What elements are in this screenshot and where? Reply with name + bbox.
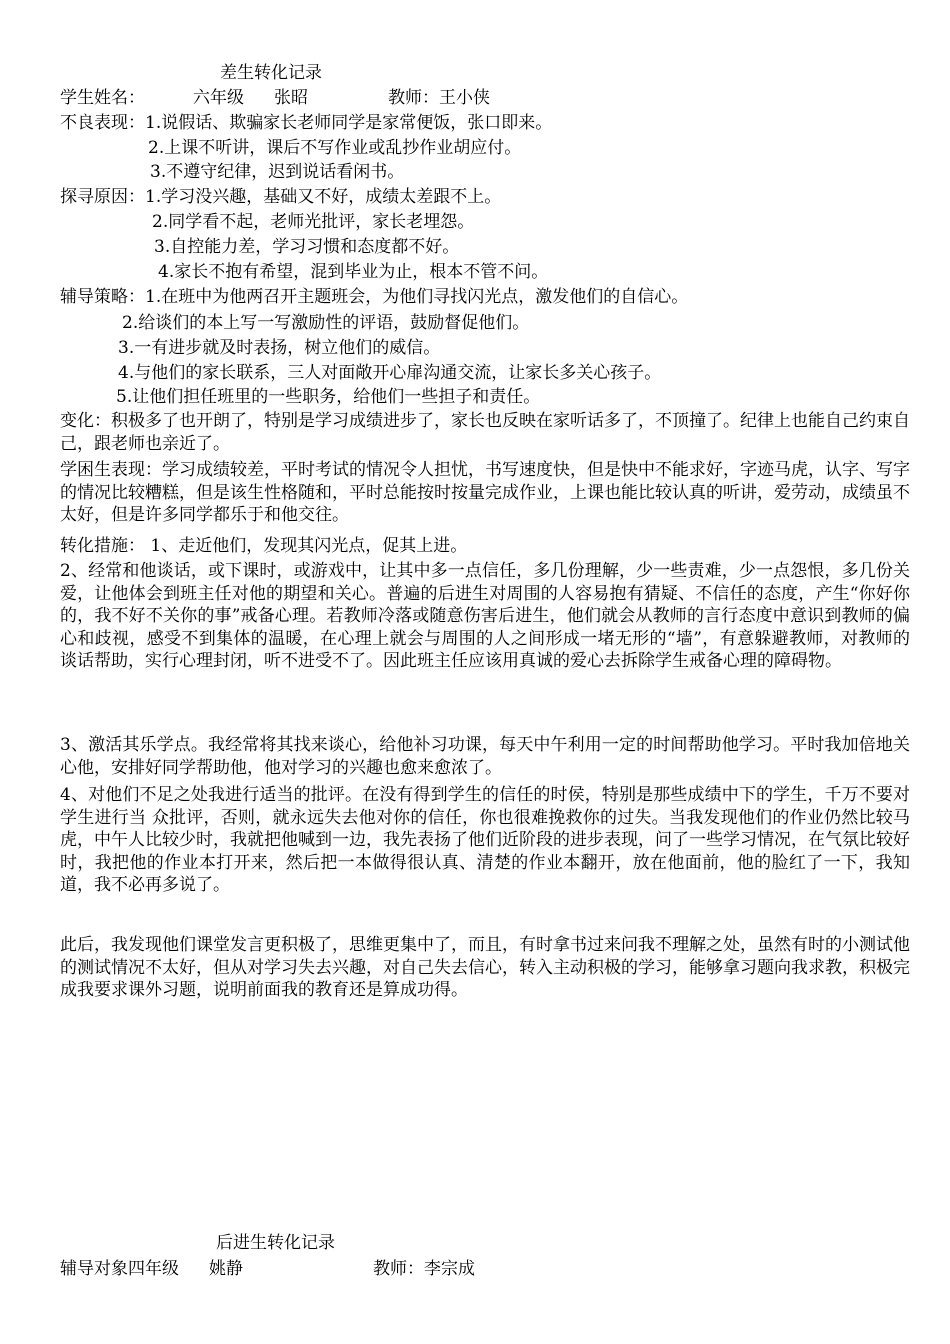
strategy-4: 4.与他们的家长联系，三人对面敞开心扉沟通交流，让家长多关心孩子。 [118, 363, 662, 383]
record2-teacher-name: 李宗成 [424, 1259, 475, 1279]
teacher-label: 教师： [388, 88, 439, 108]
bad-behavior-2: 2.上课不听讲，课后不写作业或乱抄作业胡应付。 [148, 138, 522, 158]
target-label: 辅导对象四年级 [60, 1259, 179, 1279]
measure-3-paragraph: 3、激活其乐学点。我经常将其找来谈心，给他补习功课，每天中午利用一定的时间帮助他学习。平时我加倍地关心他，安排好同学帮助他，他对学习的兴趣也愈来愈浓了。 [60, 735, 910, 778]
struggling-student-paragraph: 学困生表现：学习成绩较差，平时考试的情况令人担忧，书写速度快，但是快中不能求好，字迹马虎，认字、写字的情况比较糟糕，但是该生性格随和，平时总能按时按量完成作业，上课也能比较认真的听讲，爱劳动，成绩虽不太好，但是许多同学都乐于和他交往。 [60, 460, 910, 526]
change-paragraph: 变化：积极多了也开朗了，特别是学习成绩进步了，家长也反映在家听话多了，不顶撞了。纪律上也能自己约束自己，跟老师也亲近了。 [60, 411, 910, 454]
record1-header [60, 87, 490, 109]
measure-4-paragraph: 4、对他们不足之处我进行适当的批评。在没有得到学生的信任的时侯，特别是那些成绩中下的学生，千万不要对学生进行当 众批评，否则，就永远失去他对你的信任，你也很难挽救你的过失。当我发现他们的作业仍然比较马虎，中午人比较少时，我就把他喊到一边，我先表扬了他们近阶段的进步表现，问了一些学习情况，在气氛比较好时，我把他的作业本打开来，然后把一本做得很认真、清楚的作业本翻开，放在他面前，他的脸红了一下，我知道，我不必再多说了。 [60, 785, 910, 896]
bad-behavior-1: 不良表现：1.说假话、欺骗家长老师同学是家常便饭，张口即来。 [60, 113, 553, 133]
strategy-3: 3.一有进步就及时表扬，树立他们的威信。 [118, 338, 441, 358]
strategy-1: 辅导策略：1.在班中为他两召开主题班会，为他们寻找闪光点，激发他们的自信心。 [60, 287, 689, 307]
strategy-2: 2.给谈们的本上写一写激励性的评语，鼓励督促他们。 [122, 313, 530, 333]
causes-2: 2.同学看不起，老师光批评，家长老埋怨。 [152, 212, 475, 232]
record2-student-name: 姚静 [209, 1259, 243, 1279]
bad-behavior-3: 3.不遵守纪律，迟到说话看闲书。 [150, 162, 405, 182]
grade: 六年级 [193, 88, 244, 108]
strategy-5: 5.让他们担任班里的一些职务，给他们一些担子和责任。 [116, 387, 541, 407]
student-name: 张昭 [274, 88, 308, 108]
causes-3: 3.自控能力差，学习习惯和态度都不好。 [154, 237, 460, 257]
record1-title: 差生转化记录 [220, 63, 322, 83]
measure-2-paragraph: 2、经常和他谈话，或下课时，或游戏中，让其中多一点信任，多几份理解，少一些责难，少一点怨恨，多几份关爱，让他体会到班主任对他的期望和关心。普遍的后进生对周围的人容易抱有猜疑、不信任的态度，产生“你好你的，我不好不关你的事”戒备心理。若教师冷落或随意伤害后进生，他们就会从教师的言行态度中意识到教师的偏心和歧视，感受不到集体的温暖，在心理上就会与周围的人之间形成一堵无形的“墙”，有意躲避教师，对教师的谈话帮助，实行心理封闭，听不进受不了。因此班主任应该用真诚的爱心去拆除学生戒备心理的障碍物。 [60, 561, 910, 672]
measures-heading: 转化措施： 1、走近他们，发现其闪光点，促其上进。 [60, 536, 468, 556]
causes-1: 探寻原因：1.学习没兴趣，基础又不好，成绩太差跟不上。 [60, 187, 502, 207]
conclusion-paragraph: 此后，我发现他们课堂发言更积极了，思维更集中了，而且，有时拿书过来问我不理解之处，虽然有时的小测试他的测试情况不太好，但从对学习失去兴趣，对自己失去信心，转入主动积极的学习，能够拿习题向我求教，积极完成我要求课外习题，说明前面我的教育还是算成功得。 [60, 935, 910, 1001]
record2-teacher-label: 教师： [373, 1259, 424, 1279]
teacher-name: 王小侠 [439, 88, 490, 108]
student-label: 学生姓名： [60, 88, 145, 108]
record2-header [60, 1258, 475, 1280]
record2-title: 后进生转化记录 [216, 1233, 335, 1253]
causes-4: 4.家长不抱有希望，混到毕业为止，根本不管不问。 [158, 262, 549, 282]
